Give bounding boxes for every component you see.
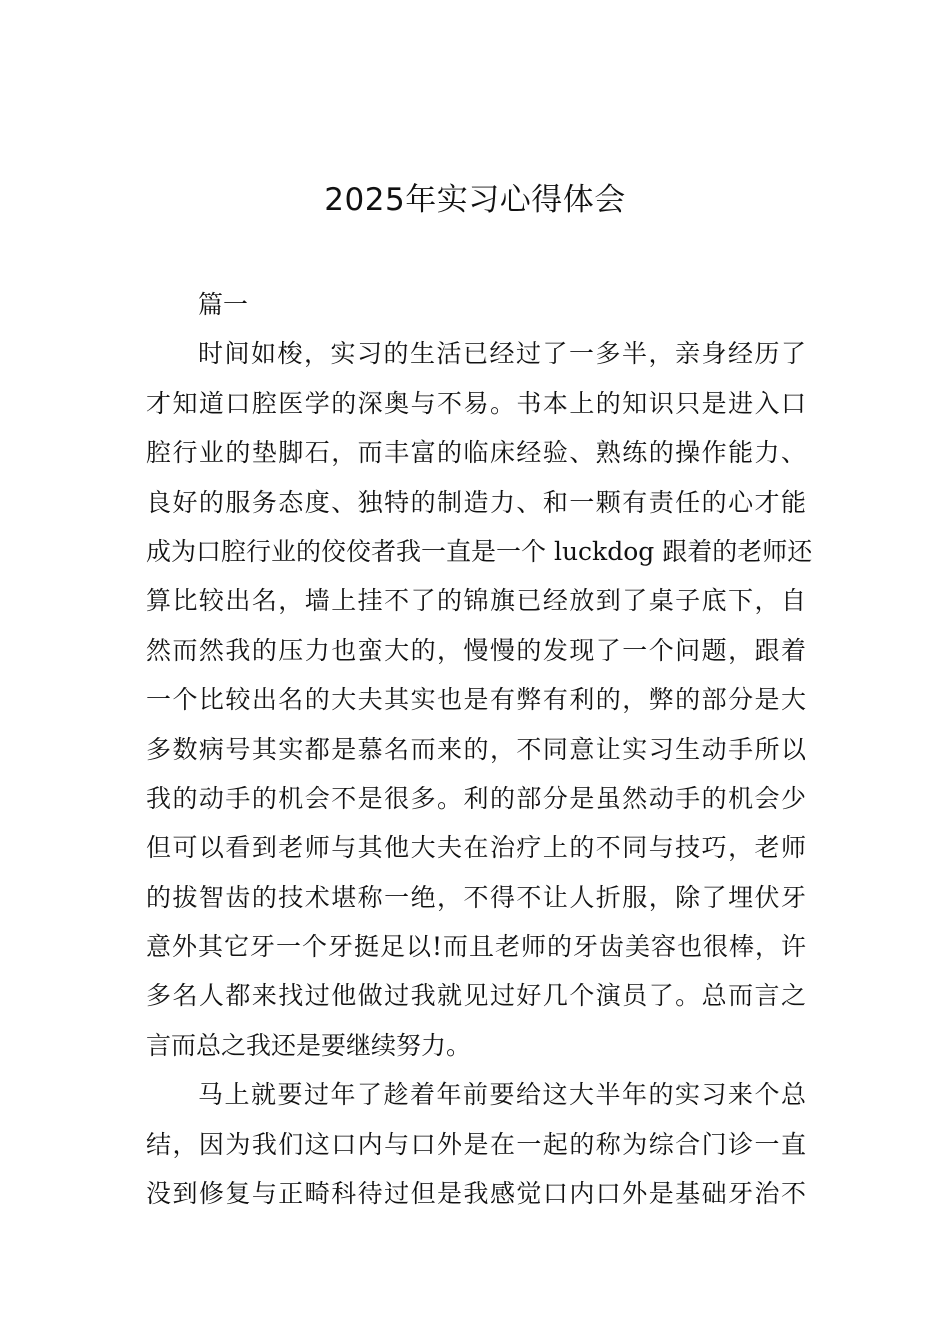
paragraph-2	[146, 1070, 806, 1218]
text-line: 算比较出名，墙上挂不了的锦旗已经放到了桌子底下，自	[146, 586, 806, 616]
document-body	[146, 280, 813, 1218]
text-line: 结，因为我们这口内与口外是在一起的称为综合门诊一直	[146, 1129, 806, 1159]
text-line: 一个比较出名的大夫其实也是有弊有利的，弊的部分是大	[146, 685, 806, 715]
text-line: 然而然我的压力也蛮大的，慢慢的发现了一个问题，跟着	[146, 635, 806, 665]
text-line: 意外其它牙一个牙挺足以!而且老师的牙齿美容也很棒，许	[146, 932, 806, 962]
text-line: 时间如梭，实习的生活已经过了一多半，亲身经历了	[198, 339, 806, 369]
section-label: 篇一	[198, 290, 249, 319]
text-line: 腔行业的垫脚石，而丰富的临床经验、熟练的操作能力、	[146, 438, 806, 468]
text-line: 多名人都来找过他做过我就见过好几个演员了。总而言之	[146, 981, 806, 1011]
text-line: 但可以看到老师与其他大夫在治疗上的不同与技巧，老师	[146, 833, 806, 863]
text-line: 没到修复与正畸科待过但是我感觉口内口外是基础牙治不	[146, 1179, 806, 1209]
paragraph-1	[146, 329, 813, 1070]
text-line: 良好的服务态度、独特的制造力、和一颗有责任的心才能	[146, 487, 806, 517]
text-line: 成为口腔行业的佼佼者我一直是一个 luckdog 跟着的老师还	[146, 536, 813, 566]
text-line: 马上就要过年了趁着年前要给这大半年的实习来个总	[198, 1080, 806, 1110]
text-line: 才知道口腔医学的深奥与不易。书本上的知识只是进入口	[146, 388, 806, 418]
text-line: 言而总之我还是要继续努力。	[146, 1030, 472, 1060]
text-line: 多数病号其实都是慕名而来的，不同意让实习生动手所以	[146, 734, 806, 764]
text-line: 的拔智齿的技术堪称一绝，不得不让人折服，除了埋伏牙	[146, 882, 806, 912]
document-title: 2025年实习心得体会	[324, 182, 626, 218]
text-line: 我的动手的机会不是很多。利的部分是虽然动手的机会少	[146, 783, 806, 813]
